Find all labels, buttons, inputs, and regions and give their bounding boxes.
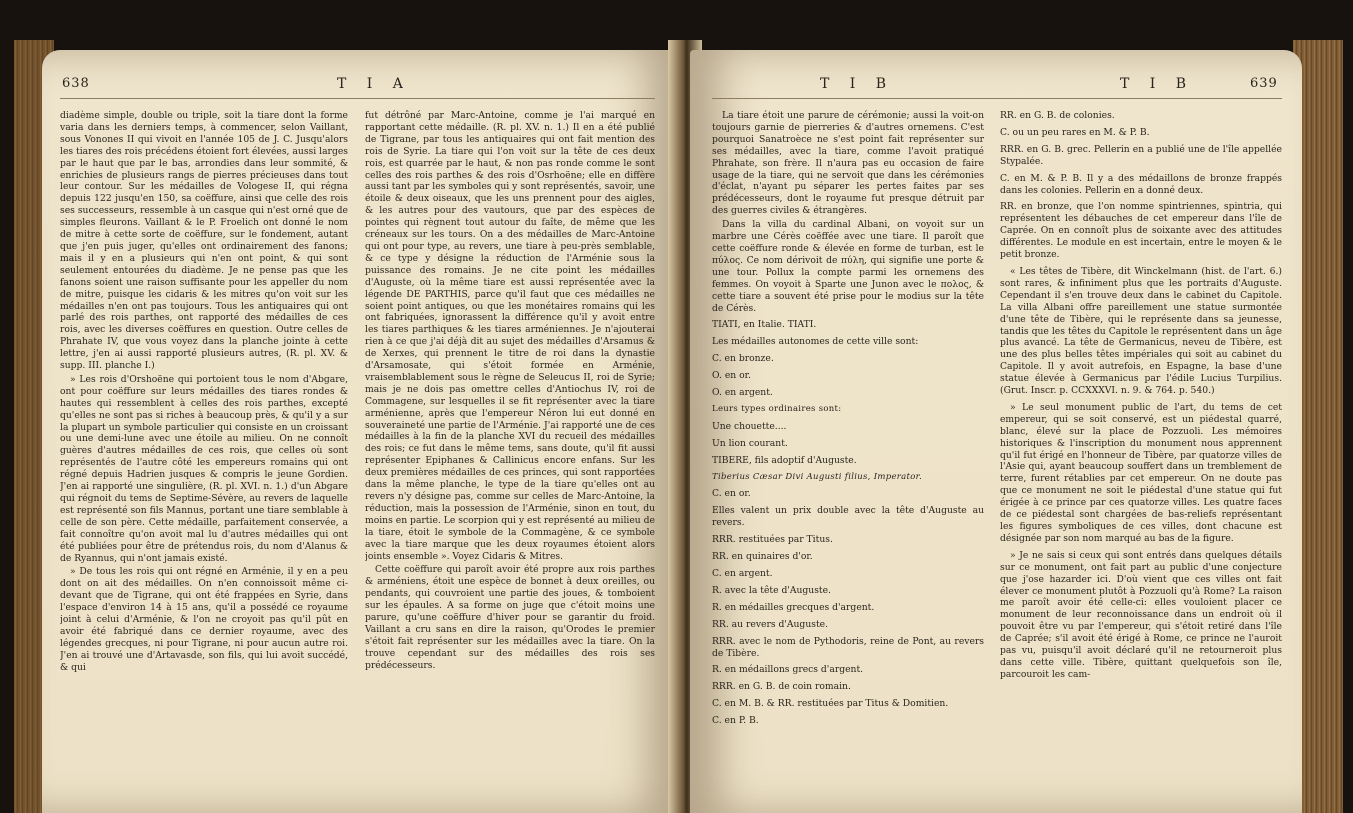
list-item: Une chouette....: [712, 420, 787, 432]
list-item: RRR. restituées par Titus.: [712, 534, 833, 546]
list-item: RR. en quinaires d'or.: [712, 551, 813, 563]
paragraph: fut détrôné par Marc-Antoine, comme je l'ai marqué en rapportant cette médaille. (R. pl. XV. n. 1.) Il en a été publié de Tigrane, par tous les antiquaires qui ont fait mention des rois de Syrie. La tiare qui l'on voit sur la tête de ces deux rois, est quarrée par le haut, & non pas ronde comme le sont celles des rois parthes & des rois d'Osrhoëne; elle en diffère aussi tant par les symboles qui y sont représentés, savoir, une étoile & deux oiseaux, que les uns prennent pour des aigles, & les autres pour des vautours, que par des espèces de pointes qui règnent tout autour du faîte, de même que les créneaux sur les tours. On a des médailles de Marc-Antoine qui ont pour type, au revers, une tiare à peu-près semblable, & ce type y désigne la réduction de l'Arménie sous la puissance des romains. Je ne cite point les médailles d'Auguste, où la même tiare est aussi représentée avec la légende DE PARTHIS, parce qu'il faut que ces médailles ne soient point antiques, ou que les monétaires romains qui les ont fabriquées, ignorassent la différence qu'il y avoit entre les tiares parthiques & les tiares arméniennes. Je n'ajouterai rien à ce que j'ai déjà dit au sujet des médailles d'Arsamus & de Xerxes, qui prennent le titre de roi dans la dynastie d'Arsamosate, qui s'étoit formée en Arménie, vraisemblablement sous le règne de Seleucus II, roi de Syrie; mais je ne dois pas omettre celles d'Antiochus IV, roi de Commagene, sur lesquelles il se fit représenter avec la tiare arménienne, après que l'empereur Néron lui eut donné en souveraineté une partie de l'Arménie. J'ai rapporté une de ces médailles à la fin de la planche XVI du recueil des médailles des rois; ce fut dans le même tems, sans doute, qu'il fit aussi représenter Epiphanes & Callinicus encore enfans. Sur les deux premières médailles de ces princes, qui sont rapportées dans la même planche, le type de la tiare qu'elles ont au revers n'y désigne pas, comme sur celles de Marc-Antoine, la réduction, mais la possession de l'Arménie, sinon en tout, du moins en partie. Le scorpion qui y est représenté au milieu de la tiare, étoit le symbole de la Commagène, & ce symbole avec la tiare marque que les deux royaumes étoient alors joints ensemble ». Voyez Cidaris & Mitres.: [365, 110, 655, 562]
right-header-rule: [712, 98, 1282, 99]
list-item: O. en or.: [712, 370, 751, 382]
list-item: C. en M. B. & RR. restituées par Titus & Domitien.: [712, 698, 949, 710]
list-item: RRR. avec le nom de Pythodoris, reine de Pont, au revers de Tibère.: [712, 635, 984, 659]
left-running-head: T I A: [337, 76, 411, 92]
entry-heading: TIATI, en Italie. TIATI.: [712, 319, 817, 331]
paragraph: » Le seul monument public de l'art, du tems de cet empereur, qui se soit conservé, est un piédestal quarré, blanc, élevé sur la place de Pozzuoli. Les mémoires historiques & l'inscription du monument nous apprennent qu'il fut érigé en l'honneur de Tibère, par quatorze villes de l'Asie qui, ayant beaucoup souffert dans un tremblement de terre, furent rétablies par cet empereur. On ne doute pas que ce monument ne soit le piédestal d'une statue qui fut érigée à ce prince par ces quatorze villes. Les quatre faces de ce piédestal sont chargées de bas-reliefs représentant les figures symboliques de ces villes, dont chacune est désignée par son nom marqué au bas de la figure.: [1000, 401, 1282, 544]
list-item: R. en médaillons grecs d'argent.: [712, 664, 864, 676]
list-item: C. ou un peu rares en M. & P. B.: [1000, 126, 1150, 138]
right-running-head-left: T I B: [820, 76, 895, 92]
entry-heading: TIBERE, fils adoptif d'Auguste.: [712, 454, 857, 466]
left-column-1: [60, 110, 348, 810]
list-item: R. avec la tête d'Auguste.: [712, 584, 831, 596]
list-item: RR. au revers d'Auguste.: [712, 618, 828, 630]
paragraph: « Les têtes de Tibère, dit Winckelmann (hist. de l'art. 6.) sont rares, & infiniment plus que les portraits d'Auguste. Cependant il s'en trouve deux dans le cabinet du Capitole. La villa Albani offre pareillement une statue surmontée d'une tête de Tibère, qui le représente dans sa jeunesse, tandis que les têtes du Capitole le représentent dans un âge plus avancé. La tête de Germanicus, neveu de Tibère, est une des plus belles têtes impériales qui soit au cabinet du Capitole. Il y avoit autrefois, en Espagne, la base d'une statue élevée à Germanicus par l'édile Lucius Turpilius. (Grut. Inscr. p. CCXXXVI. n. 9. & 764. p. 540.): [1000, 265, 1282, 397]
right-page: [690, 50, 1302, 813]
left-page-number: 638: [62, 76, 90, 91]
legend-text: Tiberius Cæsar Divi Augusti filius, Imperator.: [712, 471, 923, 482]
list-item: RR. en bronze, que l'on nomme spintriennes, spintria, qui représentent les débauches de cet empereur dans l'île de Caprée. On en connoît plus de soixante avec des attitudes différentes. Le module en est incertain, entre le moyen & le petit bronze.: [1000, 201, 1282, 261]
left-header-rule: [60, 98, 655, 99]
list-item: Un lion courant.: [712, 437, 788, 449]
left-column-2: [365, 110, 655, 810]
paragraph: diadème simple, double ou triple, soit la tiare dont la forme varia dans les derniers temps, à commencer, selon Vaillant, sous Vonones II qui vivoit en l'année 105 de J. C. Jusqu'alors les tiares des rois précédens étoient fort élevées, aussi larges par le haut que par le bas, arrondies dans leur sommité, & enrichies de plusieurs rangs de pierres précieuses dans tout leur contour. Sur les médailles de Vologese II, qui régna depuis 122 jusqu'en 150, sa coëffure, ainsi que celle des rois ses successeurs, ressemble à un casque qui n'est orné que de simples fleurons. Vaillant & le P. Froelich ont donné le nom de mitre à cette sorte de coëffure, sur le fondement, autant que j'en puis juger, qu'elles ont ordinairement des fanons; mais il y en a plusieurs qui n'en ont point, & qui sont seulement entourées du diadème. Je ne pense pas que les fanons soient une raison suffisante pour les appeller du nom de mitre, puisque les cidaris & les mitres qu'on voit sur les médailles n'en ont pas toujours. Tous les antiquaires qui ont parlé des rois parthes, ont rapporté des médailles de ces rois, avec les diverses coëffures en question. Outre celles de Phrahate IV, que vous voyez dans la planche jointe à cette lettre, j'en ai aussi rapporté plusieurs autres, (R. pl. XV. & supp. III. planche I.): [60, 110, 348, 372]
paragraph: Dans la villa du cardinal Albani, on voyoit sur un marbre une Cérès coëffée avec une tiare. Il paroît que cette coëffure ronde & élevée en forme de turban, est le πύλος. Ce nom dérivoit de πύλη, qui signifie une porte & une tour. Pollux la compte parmi les ornemens des femmes. On voyoit à Sparte une Junon avec le πολος, & cette tiare a souvent été prise pour le modius sur la tête de Cérès.: [712, 219, 984, 314]
right-running-head-right: T I B: [1120, 76, 1195, 92]
list-item: Leurs types ordinaires sont:: [712, 403, 842, 414]
list-item: C. en bronze.: [712, 353, 774, 365]
paragraph: Cette coëffure qui paroît avoir été propre aux rois parthes & arméniens, étoit une espèce de bonnet à deux oreilles, ou pendants, qui couvroient une partie des joues, & tomboient sur les épaules. A sa forme on juge que c'étoit moins une parure, qu'une coëffure d'hiver pour se garantir du froid. Vaillant a cru sans en dire la raison, qu'Orodes le premier s'étoit fait représenter sur les médailles avec la tiare. On la trouve cependant sur des médailles des rois ses prédécesseurs.: [365, 564, 655, 671]
right-page-header: [690, 76, 1302, 98]
paragraph: La tiare étoit une parure de cérémonie; aussi la voit-on toujours garnie de pierreries & d'autres ornemens. C'est pourquoi Sanatroèce ne s'est point fait représenter sur ses médailles, avec la tiare, comme l'avoit pratiqué Phrahate, son frère. Il n'aura pas eu occasion de faire usage de la tiare, qui ne servoit que dans les cérémonies d'éclat, n'ayant pu séparer les pertes faites par ses prédécesseurs, dont le royaume fut presque détruit par des guerres civiles & étrangères.: [712, 110, 984, 217]
right-column-2: [1000, 110, 1282, 810]
left-page: [42, 50, 678, 813]
list-item: RRR. en G. B. de coin romain.: [712, 681, 851, 693]
paragraph: » De tous les rois qui ont régné en Arménie, il y en a peu dont on ait des médailles. On n'en connoissoit même ci-devant que de Tigrane, qui ont été frappées en Syrie, dans l'espace d'environ 14 à 15 ans, qu'il a possédé ce royaume joint à celui d'Arménie, & l'on ne croyoit pas qu'il pût en avoir été fabriqué dans ce dernier royaume, avec des légendes grecques, ni pour Tigrane, ni pour aucun autre roi. J'en ai trouvé une d'Artavasde, son fils, qui lui avoit succédé, & qui: [60, 566, 348, 673]
list-item: R. en médailles grecques d'argent.: [712, 601, 875, 613]
list-item: O. en argent.: [712, 387, 773, 399]
list-item: C. en P. B.: [712, 715, 759, 727]
left-page-header: [42, 76, 678, 98]
list-item: Elles valent un prix double avec la tête d'Auguste au revers.: [712, 505, 984, 529]
right-page-number: 639: [1250, 76, 1278, 91]
list-item: C. en or.: [712, 488, 751, 500]
list-item: RRR. en G. B. grec. Pellerin en a publié une de l'île appellée Stypalée.: [1000, 143, 1282, 167]
list-item: C. en argent.: [712, 568, 773, 579]
list-item: Les médailles autonomes de cette ville sont:: [712, 336, 919, 348]
list-item: RR. en G. B. de colonies.: [1000, 110, 1115, 121]
right-column-1: [712, 110, 984, 810]
paragraph: » Je ne sais si ceux qui sont entrés dans quelques détails sur ce monument, ont fait part au public d'une conjecture que j'ose hazarder ici. D'où vient que ces villes ont fait élever ce monument plutôt à Pozzuoli qu'à Rome? La raison me paroît avoir été celle-ci: elles vouloient placer ce monument de leur reconnoissance dans un endroit où il pouvoit être vu par l'empereur, qui s'étoit retiré dans l'île de Caprée; s'il avoit été érigé à Rome, ce prince ne l'auroit pas vu, puisqu'il avoit déclaré qu'il ne retourneroit plus dans cette ville. Tibère, quittant quelquefois son île, parcouroit les cam-: [1000, 549, 1282, 680]
paragraph: » Les rois d'Orshoëne qui portoient tous le nom d'Abgare, ont pour coëffure sur leurs médailles des tiares rondes & hautes qui ressemblent à celles des rois parthes, excepté qu'elles ne sont pas si riches à beaucoup près, & qu'il y a sur la plupart un symbole particulier qui consiste en un croissant ou une demi-lune avec une étoile au milieu. On ne connoît guères d'autres médailles de ces rois, que celles où sont représentés de l'autre côté les empereurs romains qui ont régné depuis Hadrien jusques & compris le jeune Gordien. J'en ai rapporté une singulière, (R. pl. XVI. n. 1.) d'un Abgare qui régnoit du tems de Septime-Sévère, au revers de laquelle est représenté son fils Mannus, portant une tiare semblable à celle de son père. Cette médaille, parfaitement conservée, a fait connoître qu'on avoit mal lu d'autres médailles qui ont été publiées pour être de prétendus rois, du nom d'Alanus & de Ryannus, qui n'ont jamais existé.: [60, 373, 348, 564]
list-item: C. en M. & P. B. Il y a des médaillons de bronze frappés dans les colonies. Pellerin en a donné deux.: [1000, 172, 1282, 196]
